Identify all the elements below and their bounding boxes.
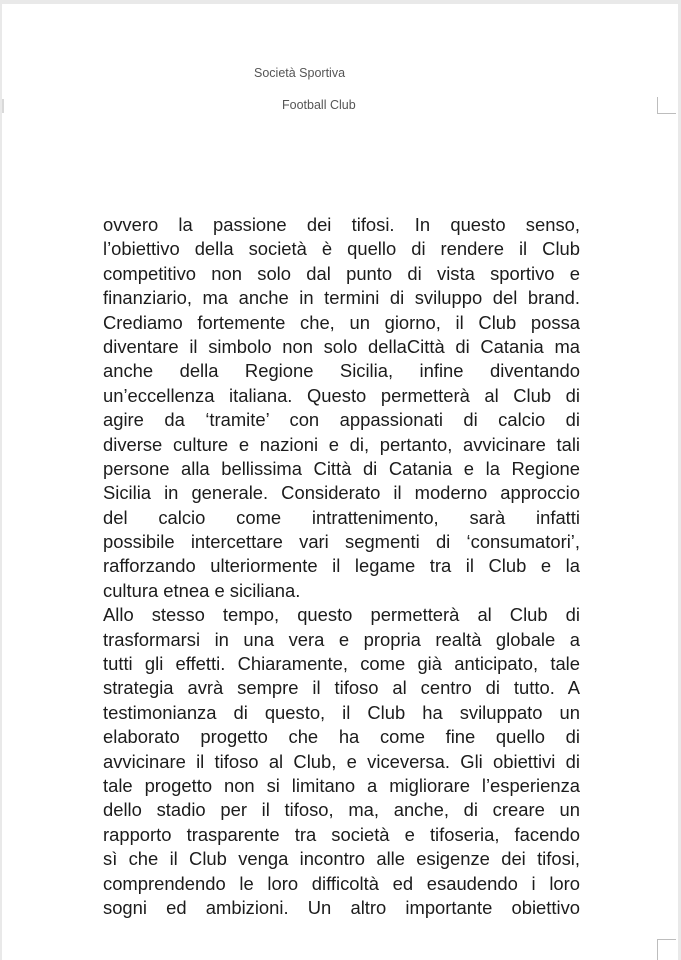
text-line: testimonianza di questo, il Club ha sviluppato un	[103, 701, 580, 723]
body-text	[103, 213, 580, 920]
text-line: agire da ‘tramite’ con appassionati di calcio di	[103, 409, 580, 431]
text-line: anche della Regione Sicilia, infine diventando	[103, 360, 580, 382]
text-line: Crediamo fortemente che, un giorno, il Club possa	[103, 311, 580, 333]
text-line: dello stadio per il tifoso, ma, anche, di creare un	[103, 799, 580, 821]
text-line: avvicinare il tifoso al Club, e viceversa. Gli obiettivi di	[103, 750, 580, 772]
text-line: competitivo non solo dal punto di vista sportivo e	[103, 262, 580, 284]
text-line: trasformarsi in una vera e propria realtà globale a	[103, 628, 580, 650]
text-line: rapporto trasparente tra società e tifoseria, facendo	[103, 823, 580, 845]
document-page	[2, 4, 678, 960]
text-line: ovvero la passione dei tifosi. In questo senso,	[103, 214, 580, 235]
text-line: sì che il Club venga incontro alle esigenze dei tifosi,	[103, 848, 580, 870]
text-line: diverse culture e nazioni e di, pertanto, avvicinare tali	[103, 433, 580, 455]
text-line: possibile intercettare vari segmenti di ‘consumatori’,	[103, 531, 580, 553]
text-line: strategia avrà sempre il tifoso al centro di tutto. A	[103, 677, 580, 699]
text-line: Sicilia in generale. Considerato il moderno approccio	[103, 482, 580, 504]
text-line: comprendendo le loro difficoltà ed esaudendo i loro	[103, 872, 580, 894]
text-line: tutti gli effetti. Chiaramente, come già anticipato, tale	[103, 653, 580, 675]
text-line: persone alla bellissima Città di Catania e la Regione	[103, 457, 580, 479]
text-line: rafforzando ulteriormente il legame tra il Club e la	[103, 555, 580, 577]
text-line: finanziario, ma anche in termini di sviluppo del brand.	[103, 287, 580, 309]
text-line: del calcio come intrattenimento, sarà infatti	[103, 506, 580, 528]
text-line: elaborato progetto che ha come fine quello di	[103, 726, 580, 748]
margin-tick	[2, 99, 4, 113]
text-line: l’obiettivo della società è quello di rendere il Club	[103, 238, 580, 260]
text-line: diventare il simbolo non solo dellaCittà di Catania ma	[103, 335, 580, 357]
header-line-2: Football Club	[282, 98, 356, 112]
text-line: un’eccellenza italiana. Questo permetterà al Club di	[103, 384, 580, 406]
text-line: Allo stesso tempo, questo permetterà al Club di	[103, 604, 580, 626]
margin-corner-bottom	[657, 939, 676, 960]
text-line: tale progetto non si limitano a migliorare l’esperienza	[103, 774, 580, 796]
margin-corner-top	[657, 97, 676, 114]
text-line: sogni ed ambizioni. Un altro importante obiettivo	[103, 896, 580, 918]
header-line-1: Società Sportiva	[254, 66, 346, 80]
text-line: cultura etnea e siciliana.	[103, 579, 301, 601]
